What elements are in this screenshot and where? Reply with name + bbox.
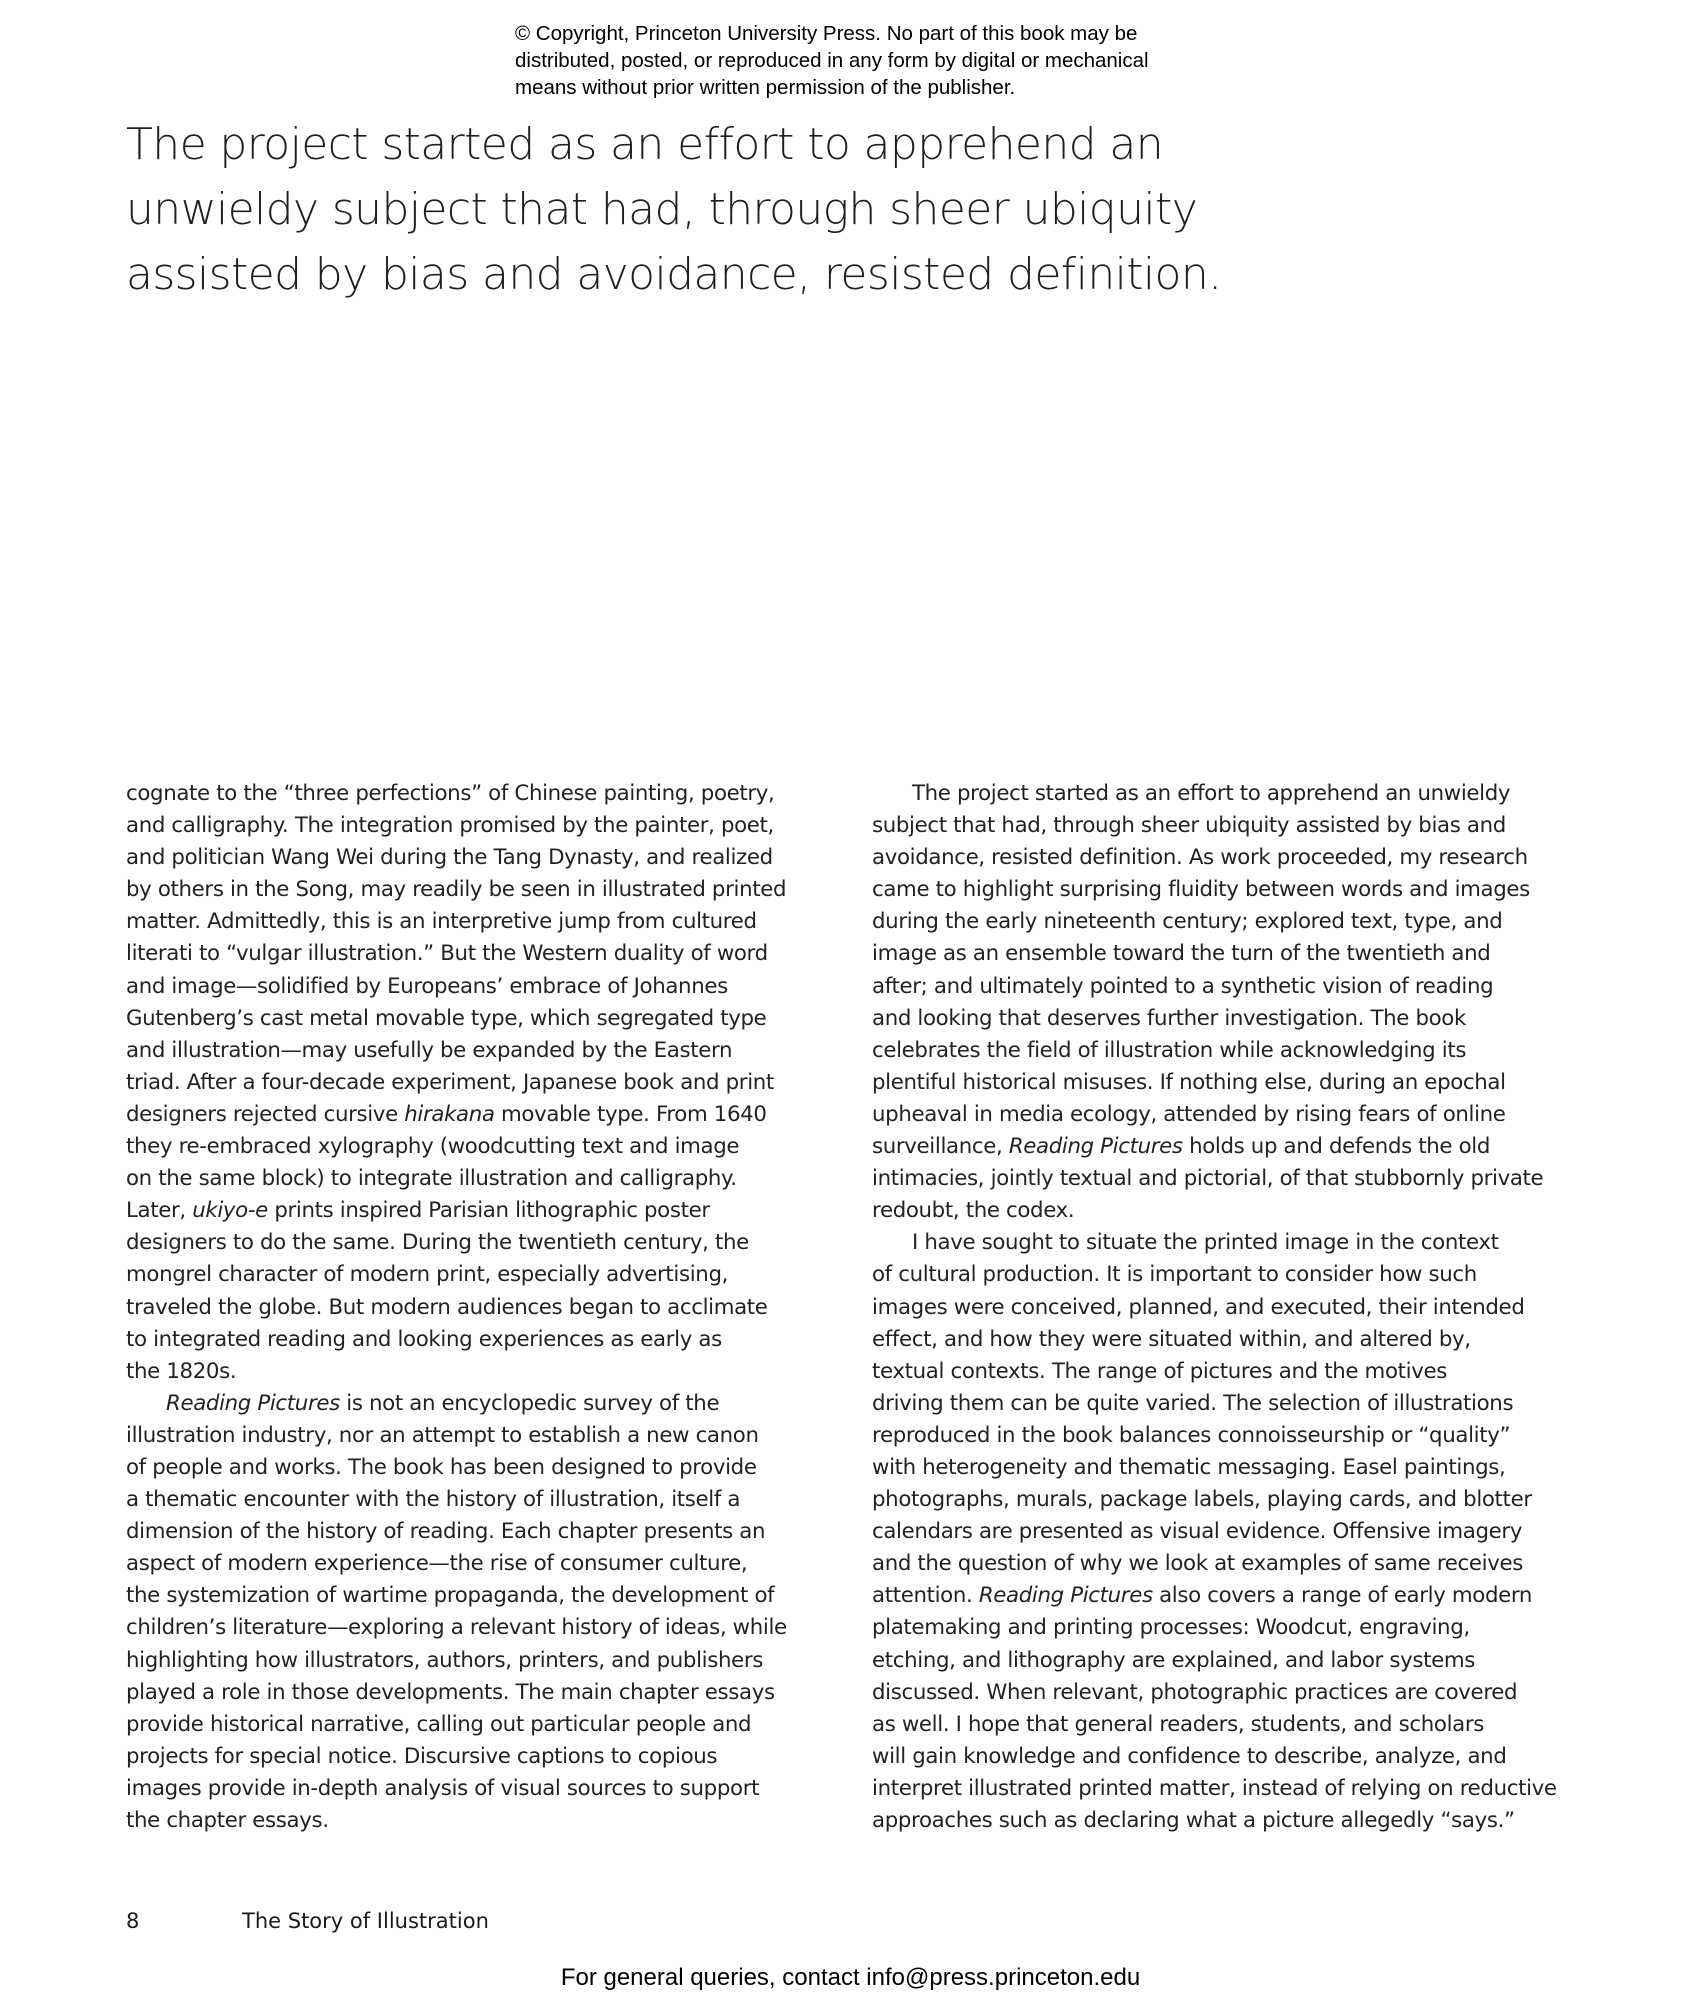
text-line	[126, 1388, 787, 1420]
text-line: approaches such as declaring what a picture allegedly “says.”	[872, 1808, 1515, 1833]
text-line: a thematic encounter with the history of illustration, itself a	[126, 1487, 741, 1513]
copyright-line: means without prior written permission of the publisher.	[515, 76, 1016, 99]
text-line: by others in the Song, may readily be seen in illustrated printed	[126, 877, 787, 903]
text-line: to integrated reading and looking experiences as early as	[126, 1326, 722, 1352]
italic-title: Reading Pictures	[166, 1390, 340, 1416]
pull-quote-line: The project started as an effort to apprehend an	[126, 119, 1163, 170]
text-line: and calligraphy. The integration promised by the painter, poet,	[126, 813, 774, 839]
text-segment: holds up and defends the old	[1182, 1134, 1491, 1160]
text-line: designers to do the same. During the twentieth century, the	[126, 1230, 749, 1256]
italic-title: hirakana	[404, 1101, 495, 1127]
text-line: and illustration—may usefully be expanded by the Eastern	[126, 1037, 733, 1063]
text-line: projects for special notice. Discursive captions to copious	[126, 1743, 718, 1769]
text-line: the 1820s.	[126, 1358, 237, 1384]
text-line: children’s literature—exploring a relevant history of ideas, while	[126, 1615, 787, 1641]
text-segment: attention.	[872, 1583, 979, 1609]
page-number: 8	[126, 1909, 140, 1933]
running-title: The Story of Illustration	[242, 1909, 489, 1933]
text-line: image as an ensemble toward the turn of the twentieth and	[872, 941, 1491, 967]
contact-notice: For general queries, contact info@press.princeton.edu	[560, 1964, 1141, 1991]
text-line	[872, 1580, 1557, 1612]
text-line: traveled the globe. But modern audiences began to acclimate	[126, 1294, 768, 1320]
text-line: the chapter essays.	[126, 1808, 329, 1833]
text-line: literati to “vulgar illustration.” But the Western duality of word	[126, 941, 768, 967]
text-line: celebrates the field of illustration while acknowledging its	[872, 1037, 1467, 1063]
text-line: platemaking and printing processes: Woodcut, engraving,	[872, 1615, 1470, 1641]
text-line: discussed. When relevant, photographic practices are covered	[872, 1679, 1518, 1705]
text-line: illustration industry, nor an attempt to establish a new canon	[126, 1422, 759, 1448]
text-line: provide historical narrative, calling out particular people and	[126, 1711, 752, 1737]
text-line: mongrel character of modern print, especially advertising,	[126, 1262, 729, 1288]
text-segment: is not an encyclopedic survey of the	[339, 1390, 720, 1416]
text-line: dimension of the history of reading. Each chapter presents an	[126, 1519, 766, 1545]
text-segment: Later,	[126, 1198, 193, 1224]
text-line	[126, 1195, 787, 1227]
italic-title: ukiyo-e	[192, 1198, 268, 1224]
text-line: plentiful historical misuses. If nothing else, during an epochal	[872, 1069, 1506, 1095]
text-line: triad. After a four-decade experiment, Japanese book and print	[126, 1069, 774, 1095]
text-line: interpret illustrated printed matter, instead of relying on reductive	[872, 1775, 1557, 1801]
text-line: of people and works. The book has been designed to provide	[126, 1454, 757, 1480]
italic-title: Reading Pictures	[1008, 1134, 1183, 1160]
text-line: The project started as an effort to apprehend an unwieldy	[912, 781, 1511, 806]
text-line: cognate to the “three perfections” of Chinese painting, poetry,	[126, 781, 775, 806]
text-line: aspect of modern experience—the rise of consumer culture,	[126, 1551, 748, 1577]
text-line: matter. Admittedly, this is an interpretive jump from cultured	[126, 909, 757, 935]
text-line: and looking that deserves further investigation. The book	[872, 1005, 1466, 1031]
text-line: Gutenberg’s cast metal movable type, which segregated type	[126, 1005, 767, 1031]
text-line: will gain knowledge and confidence to describe, analyze, and	[872, 1743, 1507, 1769]
text-line: of cultural production. It is important to consider how such	[872, 1262, 1477, 1288]
text-line: driving them can be quite varied. The selection of illustrations	[872, 1390, 1514, 1416]
text-line: and image—solidified by Europeans’ embrace of Johannes	[126, 973, 728, 999]
text-line: as well. I hope that general readers, students, and scholars	[872, 1711, 1485, 1737]
text-line: played a role in those developments. The main chapter essays	[126, 1679, 775, 1705]
text-line: images were conceived, planned, and executed, their intended	[872, 1294, 1525, 1320]
text-segment: prints inspired Parisian lithographic poster	[267, 1198, 710, 1224]
text-line: calendars are presented as visual evidence. Offensive imagery	[872, 1519, 1523, 1545]
text-line	[126, 1099, 787, 1131]
text-line: the systemization of wartime propaganda, the development of	[126, 1583, 775, 1609]
text-line: effect, and how they were situated within, and altered by,	[872, 1326, 1471, 1352]
text-line: textual contexts. The range of pictures and the motives	[872, 1358, 1447, 1384]
text-segment: movable type. From 1640	[494, 1101, 767, 1127]
pull-quote	[126, 112, 1426, 307]
text-line: with heterogeneity and thematic messaging. Easel paintings,	[872, 1454, 1506, 1480]
text-line: reproduced in the book balances connoisseurship or “quality”	[872, 1422, 1511, 1448]
text-line: subject that had, through sheer ubiquity assisted by bias and	[872, 813, 1506, 839]
text-line: redoubt, the codex.	[872, 1198, 1075, 1224]
text-line: during the early nineteenth century; explored text, type, and	[872, 909, 1503, 935]
text-line: after; and ultimately pointed to a synthetic vision of reading	[872, 973, 1494, 999]
text-line: on the same block) to integrate illustration and calligraphy.	[126, 1166, 737, 1192]
italic-title: Reading Pictures	[978, 1583, 1153, 1609]
text-line	[872, 1131, 1557, 1163]
text-line: highlighting how illustrators, authors, printers, and publishers	[126, 1647, 764, 1673]
text-line: they re-embraced xylography (woodcutting text and image	[126, 1134, 740, 1160]
text-segment: also covers a range of early modern	[1152, 1583, 1533, 1609]
text-segment: designers rejected cursive	[126, 1101, 405, 1127]
text-line: and politician Wang Wei during the Tang Dynasty, and realized	[126, 845, 773, 871]
text-line: intimacies, jointly textual and pictorial, of that stubbornly private	[872, 1166, 1544, 1192]
text-line: photographs, murals, package labels, playing cards, and blotter	[872, 1487, 1532, 1513]
pull-quote-line: unwieldy subject that had, through sheer ubiquity	[126, 184, 1198, 235]
text-line: images provide in-depth analysis of visual sources to support	[126, 1775, 760, 1801]
text-line: avoidance, resisted definition. As work proceeded, my research	[872, 845, 1528, 871]
copyright-line: © Copyright, Princeton University Press. No part of this book may be	[515, 22, 1138, 45]
pull-quote-line: assisted by bias and avoidance, resisted definition.	[126, 249, 1222, 300]
right-text-column	[872, 778, 1557, 1837]
text-line: I have sought to situate the printed image in the context	[912, 1230, 1499, 1256]
text-segment: surveillance,	[872, 1134, 1009, 1160]
text-line: and the question of why we look at examples of same receives	[872, 1551, 1523, 1577]
copyright-line: distributed, posted, or reproduced in any form by digital or mechanical	[515, 49, 1149, 72]
text-line: upheaval in media ecology, attended by rising fears of online	[872, 1101, 1506, 1127]
copyright-notice	[515, 20, 1275, 101]
left-text-column	[126, 778, 787, 1837]
text-line: etching, and lithography are explained, and labor systems	[872, 1647, 1476, 1673]
text-line: came to highlight surprising fluidity between words and images	[872, 877, 1530, 903]
